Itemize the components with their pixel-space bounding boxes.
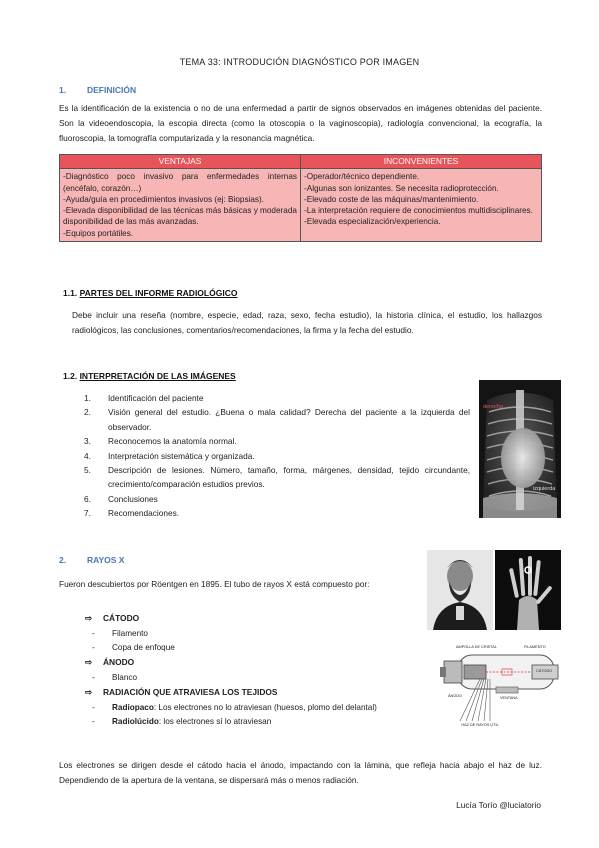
- list-item: [92, 643, 175, 652]
- ventajas-cell: [60, 169, 301, 242]
- dash-bullet: -: [92, 629, 95, 638]
- definition-paragraph: Es la identificación de la existencia o no de una enfermedad a partir de signos observados en imágenes obtenidas del paciente. Son la videoendoscopia, la escopia directa (como la otoscopia o la vaginoscopia), radiología convencional, la ecografía, la fluoroscopia, la tomografía computarizada y la resonancia magnética.: [59, 103, 542, 143]
- list-item-text: Blanco: [112, 673, 138, 682]
- section-2-number: 2.: [59, 555, 67, 565]
- list-item-number: 2.: [84, 407, 91, 418]
- roentgen-portrait: [427, 550, 493, 630]
- dash-bullet: -: [92, 703, 95, 712]
- subsection-1-2-number: 1.2.: [63, 371, 78, 381]
- dash-bullet: -: [92, 643, 95, 652]
- label-catodo: CÁTODO: [536, 669, 553, 673]
- ventaja-item: -Diagnóstico poco invasivo para enfermedades internas (encéfalo, corazón…): [63, 172, 297, 193]
- arrow-right-icon: ⇨: [85, 613, 93, 623]
- xray-label-derecha: derecha: [483, 404, 503, 410]
- ventaja-item: -Equipos portátiles.: [63, 228, 134, 238]
- rayos-x-intro: Fueron descubiertos por Röentgen en 1895. El tubo de rayos X está compuesto por:: [59, 579, 370, 589]
- dash-bullet: -: [92, 673, 95, 682]
- radiolucido-term: Radiolúcido: [112, 717, 159, 726]
- radiacion-label: RADIACIÓN QUE ATRAVIESA LOS TEJIDOS: [103, 687, 278, 697]
- radiacion-item: [85, 687, 278, 697]
- list-item: [84, 434, 470, 448]
- xray-label-izquierda: izquierda: [533, 486, 556, 492]
- subsection-1-1-number: 1.1.: [63, 288, 78, 298]
- subsection-1-1-title: PARTES DEL INFORME RADIOLÓGICO: [79, 288, 238, 298]
- section-1-number: 1.: [59, 85, 67, 95]
- pros-cons-table: [59, 154, 542, 242]
- list-item: [92, 703, 377, 712]
- list-item-text: Identificación del paciente: [108, 393, 204, 403]
- footer-author: Lucía Torío @luciatorio: [456, 800, 541, 810]
- document-title: TEMA 33: INTRODUCIÓN DIAGNÓSTICO POR IMAGEN: [179, 57, 420, 67]
- chest-xray-drawing: [479, 380, 561, 518]
- list-item-text: Interpretación sistemática y organizada.: [108, 450, 255, 461]
- section-1-title: DEFINICIÓN: [87, 85, 137, 95]
- ventaja-item: -Elevada disponibilidad de las técnicas más básicas y moderada disponibilidad de las más avanzadas.: [63, 206, 297, 227]
- subsection-1-2-title: INTERPRETACIÓN DE LAS IMÁGENES: [79, 371, 236, 381]
- inconvenientes-cell: [301, 169, 542, 242]
- list-item: [92, 673, 137, 682]
- label-ventana: VENTANA: [500, 696, 518, 700]
- list-item-text: Reconocemos la anatomía normal.: [108, 436, 237, 447]
- hand-xray-image: [495, 550, 561, 630]
- interpretation-steps-list: [84, 391, 470, 521]
- list-item-text: Visión general del estudio. ¿Buena o mala calidad? Derecha del paciente a la izquierda del observador.: [108, 407, 470, 432]
- label-filamento: FILAMENTO: [524, 645, 546, 649]
- inconveniente-item: -Elevado coste de las máquinas/mantenimiento.: [304, 194, 479, 204]
- list-item: [92, 717, 271, 726]
- section-2-heading: [59, 555, 124, 565]
- inconveniente-item: -Operador/técnico dependiente.: [304, 172, 420, 182]
- list-item: [84, 492, 470, 506]
- section-1-heading: [59, 85, 136, 95]
- tube-drawing: [440, 643, 562, 735]
- list-item-text: Conclusiones: [108, 493, 158, 504]
- list-item-text: Recomendaciones.: [108, 508, 180, 519]
- dash-bullet: -: [92, 717, 95, 726]
- table-header-ventajas: VENTAJAS: [60, 155, 301, 169]
- list-item: [84, 463, 470, 492]
- section-2-title: RAYOS X: [87, 555, 125, 565]
- table-header-inconvenientes: INCONVENIENTES: [301, 155, 542, 169]
- label-ampolla: AMPOLLA DE CRISTAL: [456, 645, 497, 649]
- hand-xray-drawing: [495, 550, 561, 630]
- subsection-1-1-heading: [63, 288, 237, 298]
- informe-paragraph: Debe incluir una reseña (nombre, especie, edad, raza, sexo, fecha estudio), la historia clínica, el estudio, los hallazgos radiológicos, las conclusiones, comentarios/recomendaciones, la firma y la fecha del estudio.: [72, 310, 542, 335]
- label-anodo: ÁNODO: [448, 694, 462, 698]
- list-item-text: : Los electrones no lo atraviesan (huesos, plomo del delantal): [153, 703, 377, 712]
- list-item-text: : los electrones sí lo atraviesan: [158, 717, 272, 726]
- label-haz: HAZ DE RAYOS ÚTIL: [461, 723, 499, 727]
- arrow-right-icon: ⇨: [85, 657, 93, 667]
- catodo-label: CÁTODO: [103, 613, 140, 623]
- anodo-item: [85, 657, 134, 667]
- list-item-number: 7.: [84, 508, 91, 519]
- catodo-item: [85, 613, 139, 623]
- list-item-text: Descripción de lesiones. Número, tamaño, forma, márgenes, densidad, tejido circundante, crecimiento/comparación estudios previos.: [108, 465, 470, 490]
- list-item-number: 3.: [84, 436, 91, 447]
- portrait-drawing: [427, 550, 493, 630]
- list-item: [92, 629, 148, 638]
- inconveniente-item: -Algunas son ionizantes. Se necesita radioprotección.: [304, 183, 499, 193]
- list-item-number: 6.: [84, 493, 91, 504]
- list-item-number: 4.: [84, 450, 91, 461]
- list-item: [84, 391, 470, 405]
- list-item: [84, 506, 470, 520]
- anodo-label: ÁNODO: [103, 657, 135, 667]
- ventaja-item: -Ayuda/guía en procedimientos invasivos (ej: Biopsias).: [63, 194, 265, 204]
- inconveniente-item: -La interpretación requiere de conocimientos multidisciplinares.: [304, 206, 533, 216]
- list-item-text: Filamento: [112, 629, 148, 638]
- list-item-text: Copa de enfoque: [112, 643, 175, 652]
- inconveniente-item: -Elevada especialización/experiencia.: [304, 217, 441, 227]
- subsection-1-2-heading: [63, 371, 236, 381]
- chest-xray-image: [479, 380, 561, 518]
- list-item: [84, 449, 470, 463]
- xray-tube-diagram: [440, 643, 562, 735]
- radiopaco-term: Radiopaco: [112, 703, 154, 712]
- arrow-right-icon: ⇨: [85, 687, 93, 697]
- list-item-number: 5.: [84, 465, 91, 476]
- list-item: [84, 405, 470, 434]
- list-item-number: 1.: [84, 393, 91, 403]
- closing-paragraph: Los electrones se dirigen desde el cátodo hacia el ánodo, impactando con la lámina, que refleja hacia abajo el haz de luz. Dependiendo de la apertura de la ventana, se dispersará más o menos radiación.: [59, 760, 542, 785]
